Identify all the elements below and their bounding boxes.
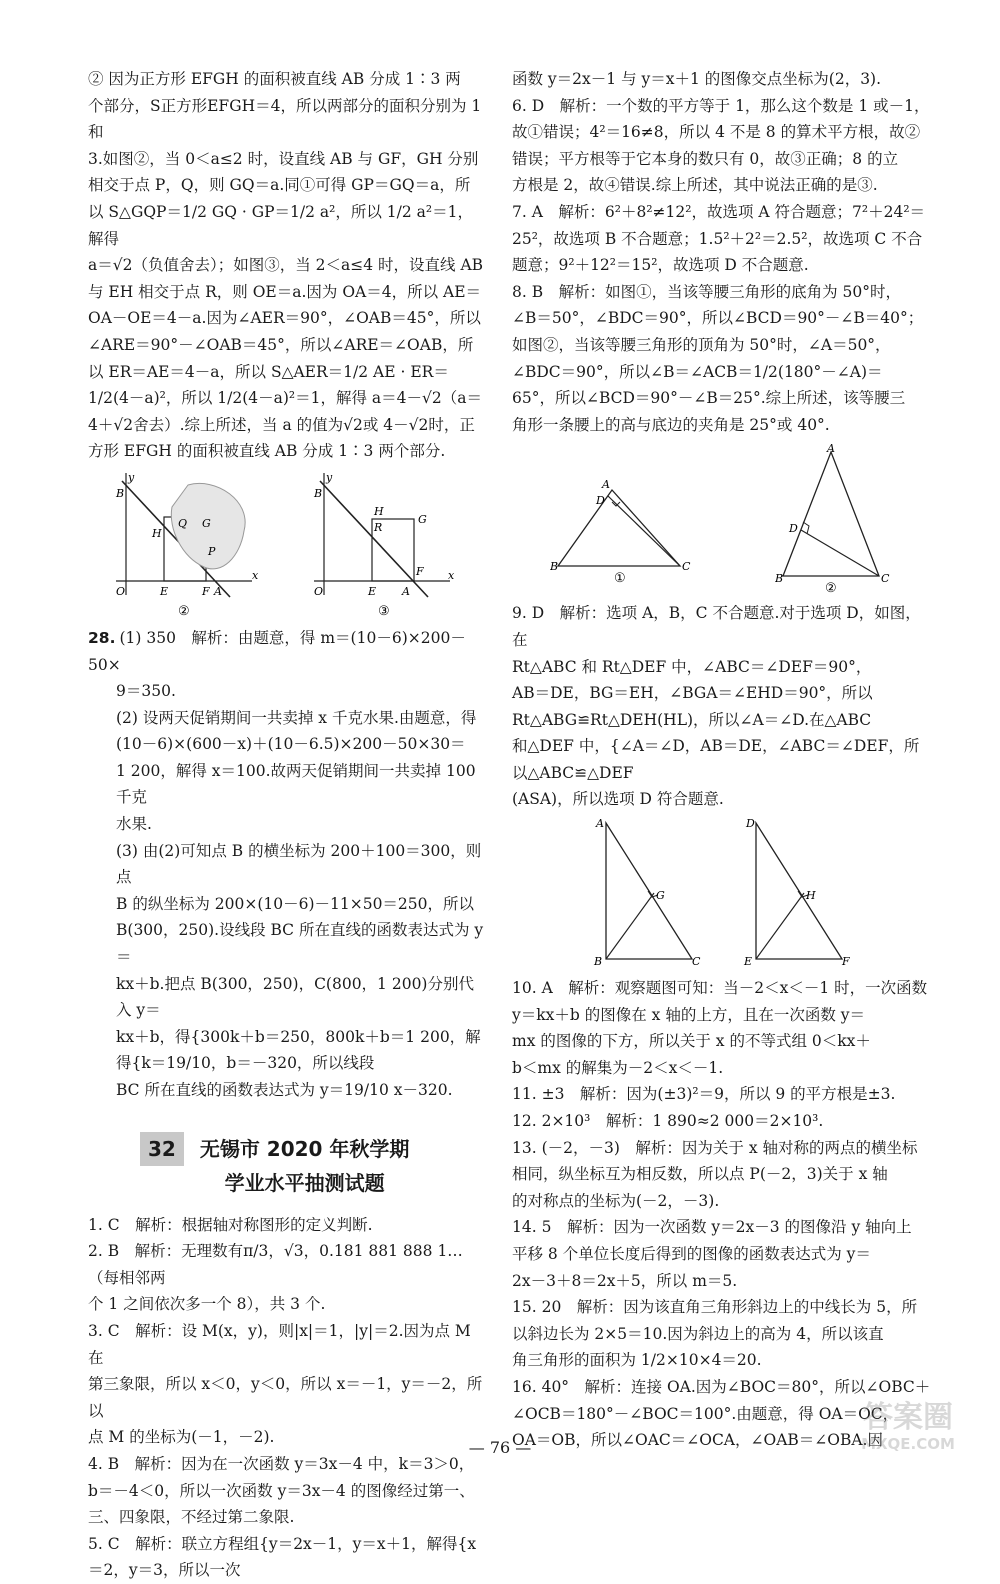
q8-figure-1-label: ①: [613, 571, 626, 585]
q28-line: (10－6)×(600－x)＋(10－6.5)×200－50×30＝: [116, 735, 466, 754]
text-line: 25²，故选项 B 不合题意；1.5²＋2²＝2.5²，故选项 C 不合: [512, 229, 923, 248]
text-line: 16. 40° 解析：连接 OA.因为∠BOC＝80°，所以∠OBC＋: [512, 1377, 931, 1396]
section-title-line2: 学业水平抽测试题: [224, 1170, 385, 1195]
svg-text:E: E: [160, 584, 169, 598]
svg-text:D: D: [788, 522, 798, 536]
text-line: mx 的图像的下方，所以关于 x 的不等式组 0＜kx＋: [512, 1032, 871, 1051]
text-line: 与 EH 相交于点 R，则 OE＝a.因为 OA＝4，所以 AE＝: [88, 282, 482, 301]
section-title-line1: 无锡市 2020 年秋学期: [199, 1136, 410, 1161]
q9-figure-abc: [592, 819, 702, 969]
text-line: 相同，纵坐标互为相反数，所以点 P(－2，3)关于 x 轴: [512, 1165, 888, 1184]
answer-9: [512, 600, 932, 813]
svg-text:D: D: [595, 494, 605, 508]
svg-text:F: F: [416, 564, 424, 578]
text-line: 平移 8 个单位长度后得到的图像的函数表达式为 y＝: [512, 1245, 871, 1263]
svg-text:C: C: [681, 560, 690, 574]
text-line: 14. 5 解析：因为一次函数 y＝2x－3 的图像沿 y 轴向上: [512, 1218, 912, 1237]
text-line: ∠OCB＝180°－∠BOC＝100°.由题意，得 OA＝OC，: [512, 1404, 899, 1423]
q28-line-text: (1) 350 解析：由题意，得 m＝(10－6)×200－50×: [88, 628, 466, 674]
svg-text:F: F: [842, 955, 850, 969]
figure-2-label: ②: [178, 603, 190, 619]
figures-q8: [512, 444, 932, 594]
text-line: 8. B 解析：如图①，当该等腰三角形的底角为 50°时，: [512, 282, 902, 301]
figure-2: [112, 471, 262, 619]
section-heading: [140, 1132, 484, 1200]
svg-text:C: C: [880, 572, 889, 586]
text-line: 9. D 解析：选项 A，B，C 不合题意.对于选项 D，如图，在: [512, 604, 921, 649]
svg-text:E: E: [368, 584, 377, 598]
left-column: [88, 66, 484, 1584]
svg-text:B: B: [116, 486, 125, 500]
text-line: OA－OE＝4－a.因为∠AER＝90°，∠OAB＝45°，所以: [88, 309, 481, 328]
q28-line: kx＋b，得{300k＋b＝250，800k＋b＝1 200，解得{k＝19/10，b＝－320，所以线段: [116, 1027, 481, 1073]
q28-line: 1 200，解得 x＝100.故两天促销期间一共卖掉 100 千克: [116, 761, 476, 807]
figure-3: [310, 471, 460, 619]
svg-text:D: D: [746, 819, 755, 831]
svg-text:B: B: [314, 486, 323, 500]
text-line: 2x－3＋8＝2x＋5，所以 m＝5.: [512, 1271, 738, 1290]
svg-text:O: O: [116, 584, 126, 598]
svg-text:A: A: [596, 819, 604, 831]
figures-q9: [512, 819, 932, 969]
text-line: y＝kx＋b 的图像在 x 轴的上方，且在一次函数 y＝: [512, 1005, 866, 1024]
text-line: (ASA)，所以选项 D 符合题意.: [512, 790, 724, 809]
figures-2-3: [88, 471, 484, 619]
svg-text:R: R: [374, 520, 383, 534]
text-line: 相交于点 P，Q，则 GQ＝a.同①可得 GP＝GQ＝a，所: [88, 176, 471, 195]
svg-text:A: A: [826, 444, 835, 456]
svg-text:P: P: [208, 544, 216, 558]
text-line: 6. D 解析：一个数的平方等于 1，那么这个数是 1 或－1，: [512, 96, 930, 115]
svg-text:O: O: [314, 584, 324, 598]
right-column: [512, 66, 932, 1454]
text-line: ∠B＝50°，∠BDC＝90°，所以∠BCD＝90°－∠B＝40°；: [512, 309, 924, 328]
text-line: 以 S△GQP＝1/2 GQ · GP＝1/2 a²，所以 1/2 a²＝1，解得: [88, 202, 473, 248]
svg-text:x: x: [448, 568, 455, 582]
text-line: 角形一条腰上的高与底边的夹角是 25°或 40°.: [512, 415, 830, 434]
page-number: — 76 —: [468, 1438, 532, 1457]
text-line: 12. 2×10³ 解析：1 890≈2 000＝2×10³.: [512, 1112, 824, 1131]
text-line: 函数 y＝2x－1 与 y＝x＋1 的图像交点坐标为(2，3).: [512, 70, 882, 88]
q8-figure-1: [550, 444, 700, 584]
q28-line: kx＋b.把点 B(300，250)，C(800，1 200)分别代入 y＝: [116, 974, 474, 1020]
text-line: ∠BDC＝90°，所以∠B＝∠ACB＝1/2(180°－∠A)＝: [512, 362, 883, 381]
svg-text:H: H: [152, 526, 162, 540]
fig2-y-label: y: [128, 470, 135, 484]
text-line: 方根是 2，故④错误.综上所述，其中说法正确的是③.: [512, 176, 878, 195]
section-number: 32: [140, 1132, 184, 1166]
text-line: AB＝DE，BG＝EH，∠BGA＝∠EHD＝90°，所以: [512, 684, 873, 703]
text-line: OA＝OB，所以∠OAC＝∠OCA，∠OAB＝∠OBA.因: [512, 1431, 883, 1450]
svg-text:G: G: [418, 512, 427, 526]
q28-line: [88, 625, 484, 678]
text-line: 题意；9²＋12²＝15²，故选项 D 不合题意.: [512, 256, 809, 275]
text-line: b＝－4＜0，所以一次函数 y＝3x－4 的图像经过第一、: [88, 1481, 475, 1500]
text-line: 7. A 解析：6²＋8²≠12²，故选项 A 符合题意；7²＋24²＝: [512, 202, 926, 221]
text-line: Rt△ABG≌Rt△DEH(HL)，所以∠A＝∠D.在△ABC: [512, 710, 872, 729]
text-line: 三、四象限，不经过第二象限.: [88, 1508, 295, 1527]
text-line: 15. 20 解析：因为该直角三角形斜边上的中线长为 5，所: [512, 1298, 918, 1317]
svg-text:y: y: [326, 470, 333, 484]
text-line: b＜mx 的解集为－2＜x＜－1.: [512, 1058, 724, 1077]
answers-5-8: [512, 66, 932, 438]
q28-line: 9＝350.: [116, 682, 176, 701]
q28-line: B(300，250).设线段 BC 所在直线的函数表达式为 y＝: [116, 921, 484, 967]
text-line: 4. B 解析：因为在一次函数 y＝3x－4 中，k＝3＞0，: [88, 1454, 475, 1473]
svg-text:A: A: [214, 584, 222, 598]
text-line: 如图②，当该等腰三角形的顶角为 50°时，∠A＝50°，: [512, 335, 891, 354]
text-line: 的对称点的坐标为(－2，－3).: [512, 1191, 720, 1210]
text-line: 5. C 解析：联立方程组{y＝2x－1，y＝x＋1，解得{x＝2，y＝3，所以一次: [88, 1534, 477, 1580]
q28-line: B 的纵坐标为 200×(10－6)－11×50＝250，所以: [116, 894, 475, 913]
text-line: 个部分，S正方形EFGH＝4，所以两部分的面积分别为 1 和: [88, 96, 482, 142]
text-line: 方形 EFGH 的面积被直线 AB 分成 1∶3 两个部分.: [88, 442, 446, 461]
q28-line: BC 所在直线的函数表达式为 y＝19/10 x－320.: [116, 1081, 453, 1099]
q28-line: 水果.: [116, 815, 152, 834]
text-line: 错误；平方根等于它本身的数只有 0，故③正确；8 的立: [512, 149, 899, 168]
q28-number: 28.: [88, 628, 116, 647]
text-line: Rt△ABC 和 Rt△DEF 中，∠ABC＝∠DEF＝90°，: [512, 657, 872, 676]
svg-text:A: A: [601, 478, 610, 492]
text-line: 1. C 解析：根据轴对称图形的定义判断.: [88, 1215, 373, 1234]
svg-text:G: G: [656, 889, 665, 903]
svg-text:B: B: [594, 955, 603, 969]
answers-10-16: [512, 975, 932, 1454]
text-line: ② 因为正方形 EFGH 的面积被直线 AB 分成 1∶3 两: [88, 70, 461, 88]
fig2-x-label: x: [252, 568, 259, 582]
text-line: 4＋√2舍去）.综上所述，当 a 的值为√2或 4－√2时，正: [88, 415, 475, 434]
q8-figure-2: [775, 444, 895, 594]
text-line: 个 1 之间依次多一个 8），共 3 个.: [88, 1295, 326, 1314]
text-line: 11. ±3 解析：因为(±3)²＝9，所以 9 的平方根是±3.: [512, 1085, 896, 1104]
svg-text:Q: Q: [178, 516, 188, 530]
text-line: 1/2(4－a)²，所以 1/2(4－a)²＝1，解得 a＝4－√2（a＝: [88, 389, 483, 408]
svg-text:H: H: [806, 889, 816, 903]
question-28: [88, 625, 484, 1104]
text-line: 3. C 解析：设 M(x，y)，则|x|＝1，|y|＝2.因为点 M 在: [88, 1321, 471, 1367]
solution-part-2: [88, 66, 484, 465]
q28-line: (3) 由(2)可知点 B 的横坐标为 200＋100＝300，则点: [116, 841, 482, 887]
q9-figure-def: [742, 819, 852, 969]
text-line: 2. B 解析：无理数有π/3，√3，0.181 881 888 1…（每相邻两: [88, 1242, 463, 1287]
text-line: 第三象限，所以 x＜0，y＜0，所以 x＝－1，y＝－2，所以: [88, 1375, 483, 1420]
svg-text:E: E: [744, 955, 753, 969]
text-line: 13. (－2，－3) 解析：因为关于 x 轴对称的两点的横坐标: [512, 1138, 918, 1157]
svg-text:B: B: [549, 560, 558, 574]
text-line: 3.如图②，当 0＜a≤2 时，设直线 AB 与 GF，GH 分别: [88, 149, 479, 168]
answers-1-5: [88, 1212, 484, 1584]
text-line: 点 M 的坐标为(－1，－2).: [88, 1428, 275, 1447]
text-line: ∠ARE＝90°－∠OAB＝45°，所以∠ARE＝∠OAB，所: [88, 335, 474, 354]
text-line: 65°，所以∠BCD＝90°－∠B＝25°.综上所述，该等腰三: [512, 389, 906, 408]
svg-text:C: C: [692, 955, 701, 969]
text-line: a＝√2（负值舍去）；如图③，当 2＜a≤4 时，设直线 AB: [88, 256, 484, 275]
svg-text:A: A: [402, 584, 410, 598]
q28-line: (2) 设两天促销期间一共卖掉 x 千克水果.由题意，得: [116, 708, 477, 727]
svg-text:H: H: [374, 504, 384, 518]
text-line: 10. A 解析：观察题图可知：当－2＜x＜－1 时，一次函数: [512, 979, 928, 998]
text-line: 角三角形的面积为 1/2×10×4＝20.: [512, 1351, 762, 1370]
svg-text:F: F: [202, 584, 210, 598]
text-line: 和△DEF 中，{∠A＝∠D，AB＝DE，∠ABC＝∠DEF，所以△ABC≌△DEF: [512, 737, 920, 782]
text-line: 故①错误；4²＝16≠8，所以 4 不是 8 的算术平方根，故②: [512, 123, 921, 142]
text-line: 以 ER＝AE＝4－a，所以 S△AER＝1/2 AE · ER＝: [88, 362, 449, 381]
svg-text:G: G: [202, 516, 211, 530]
text-line: 以斜边长为 2×5＝10.因为斜边上的高为 4，所以该直: [512, 1324, 884, 1343]
figure-3-label: ③: [378, 603, 390, 619]
watermark-logo: 答案圈 MXQE.COM: [861, 1400, 955, 1453]
svg-text:B: B: [774, 572, 783, 586]
q8-figure-2-label: ②: [824, 581, 837, 595]
